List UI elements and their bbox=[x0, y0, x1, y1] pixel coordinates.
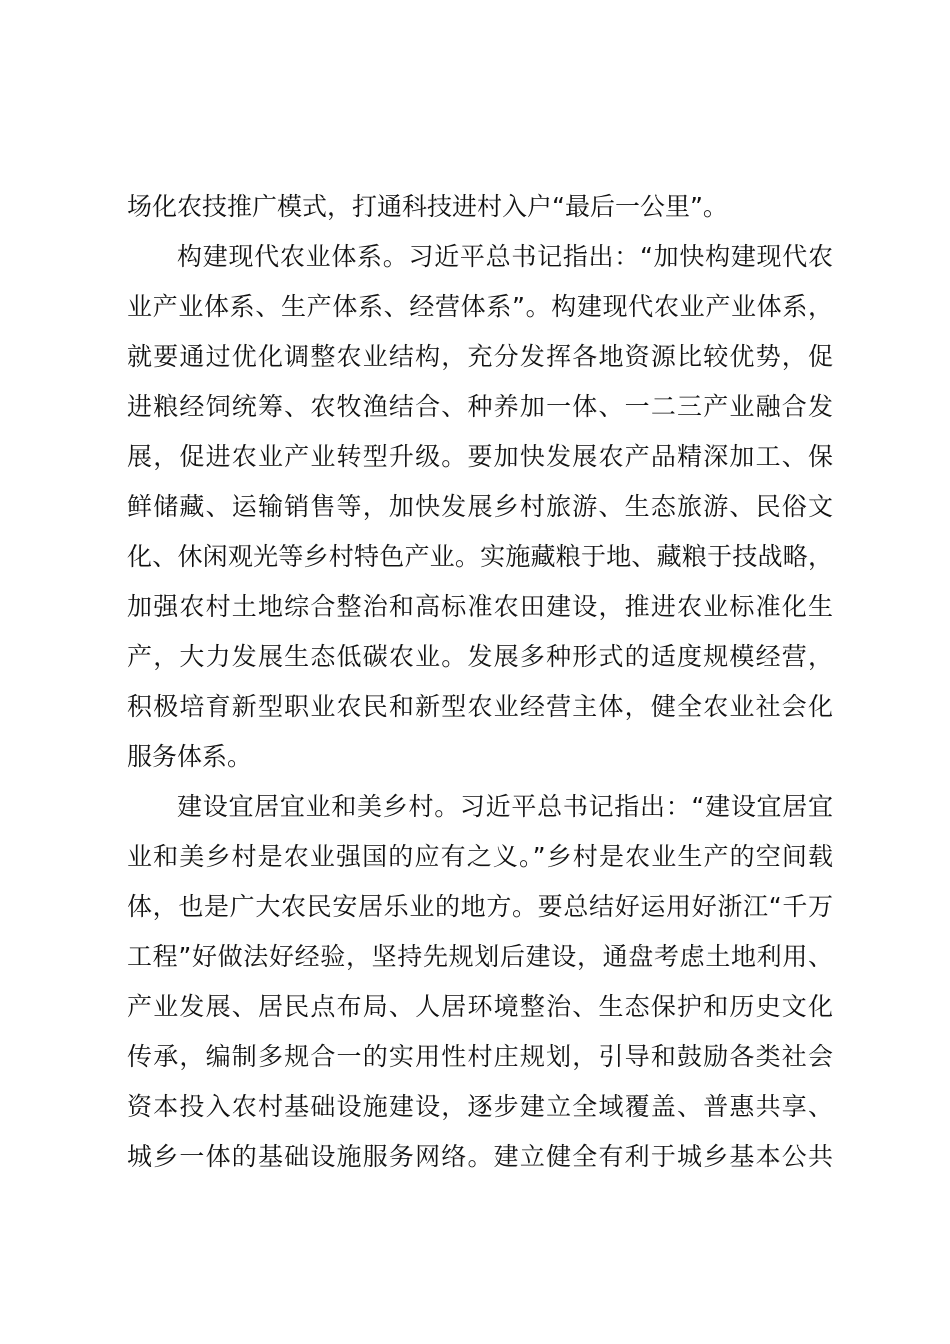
text-line: 化、休闲观光等乡村特色产业。实施藏粮于地、藏粮于技战略， bbox=[127, 542, 833, 571]
text-line: 积极培育新型职业农民和新型农业经营主体，健全农业社会化 bbox=[127, 692, 833, 721]
text-line: 产，大力发展生态低碳农业。发展多种形式的适度规模经营， bbox=[127, 642, 833, 671]
text-line: 产业发展、居民点布局、人居环境整治、生态保护和历史文化 bbox=[127, 992, 833, 1021]
text-line: 就要通过优化调整农业结构，充分发挥各地资源比较优势，促 bbox=[127, 342, 833, 371]
text-line: 工程”好做法好经验，坚持先规划后建设，通盘考虑土地利用、 bbox=[127, 942, 833, 971]
text-line: 业产业体系、生产体系、经营体系”。构建现代农业产业体系， bbox=[127, 292, 833, 321]
text-line: 资本投入农村基础设施建设，逐步建立全域覆盖、普惠共享、 bbox=[127, 1092, 833, 1121]
text-line: 建设宜居宜业和美乡村。习近平总书记指出：“建设宜居宜 bbox=[177, 792, 833, 821]
text-line: 城乡一体的基础设施服务网络。建立健全有利于城乡基本公共 bbox=[127, 1142, 833, 1171]
text-line: 业和美乡村是农业强国的应有之义。”乡村是农业生产的空间载 bbox=[127, 842, 833, 871]
text-line: 展，促进农业产业转型升级。要加快发展农产品精深加工、保 bbox=[127, 442, 833, 471]
text-line: 体，也是广大农民安居乐业的地方。要总结好运用好浙江“千万 bbox=[127, 892, 833, 921]
text-line: 鲜储藏、运输销售等，加快发展乡村旅游、生态旅游、民俗文 bbox=[127, 492, 833, 521]
text-line: 进粮经饲统筹、农牧渔结合、种养加一体、一二三产业融合发 bbox=[127, 392, 833, 421]
text-line: 场化农技推广模式，打通科技进村入户“最后一公里”。 bbox=[127, 192, 728, 221]
text-line: 传承，编制多规合一的实用性村庄规划，引导和鼓励各类社会 bbox=[127, 1042, 833, 1071]
document-body bbox=[127, 182, 833, 1182]
text-line: 构建现代农业体系。习近平总书记指出：“加快构建现代农 bbox=[177, 242, 833, 271]
text-line: 服务体系。 bbox=[127, 742, 253, 771]
text-line: 加强农村土地综合整治和高标准农田建设，推进农业标准化生 bbox=[127, 592, 833, 621]
